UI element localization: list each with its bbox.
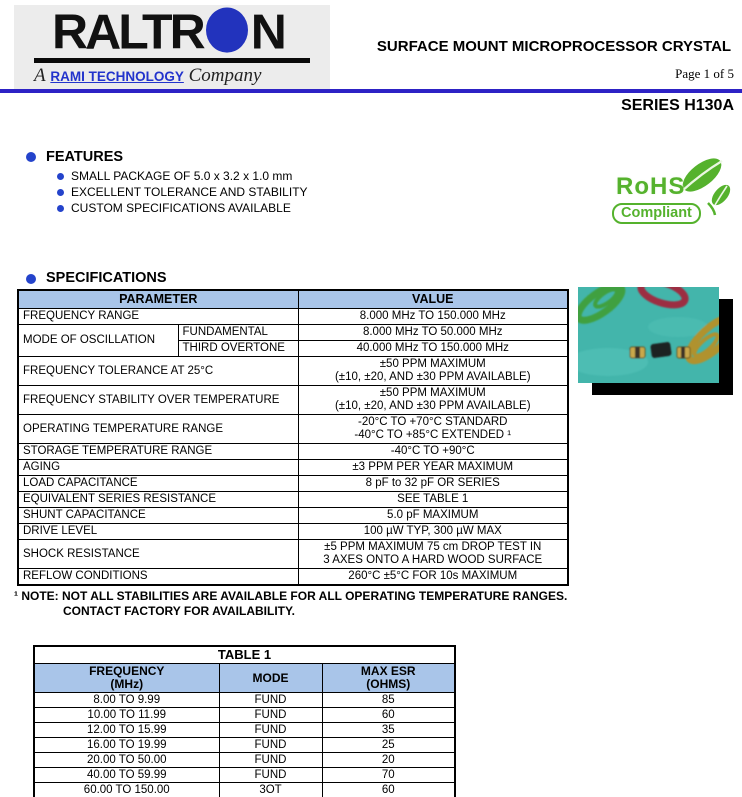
mode-cell: FUND (219, 738, 322, 753)
esr-cell: 20 (322, 753, 455, 768)
logo-o-icon (206, 7, 248, 52)
spec-value-line: ±50 PPM MAXIMUM (379, 387, 486, 399)
spec-row (18, 325, 568, 341)
footnote-line-2: CONTACT FACTORY FOR AVAILABILITY. (63, 604, 295, 618)
feature-item: CUSTOM SPECIFICATIONS AVAILABLE (71, 201, 291, 215)
spec-param: FREQUENCY TOLERANCE AT 25°C (18, 357, 298, 386)
spec-value-line: 3 AXES ONTO A HARD WOOD SURFACE (323, 554, 543, 566)
spec-row (18, 540, 568, 569)
esr-cell: 35 (322, 723, 455, 738)
table-row (34, 753, 455, 768)
freq-cell: 60.00 TO 150.00 (34, 783, 219, 797)
features-bullet-icon (26, 152, 36, 162)
spec-param: REFLOW CONDITIONS (18, 569, 298, 586)
esr-cell: 25 (322, 738, 455, 753)
feature-item: SMALL PACKAGE OF 5.0 x 3.2 x 1.0 mm (71, 169, 293, 183)
spec-row (18, 569, 568, 586)
col-header-value: VALUE (298, 290, 568, 309)
table1-header-row (34, 664, 455, 693)
spec-param: LOAD CAPACITANCE (18, 476, 298, 492)
mode-cell: FUND (219, 708, 322, 723)
series-label: SERIES H130A (621, 97, 734, 114)
col-header-mode (219, 664, 322, 693)
table-row (34, 783, 455, 797)
mode-cell: FUND (219, 723, 322, 738)
spec-param: STORAGE TEMPERATURE RANGE (18, 444, 298, 460)
spec-value-line: ±50 PPM MAXIMUM (379, 358, 486, 370)
footnote-line-1: ¹ NOTE: NOT ALL STABILITIES ARE AVAILABLE FOR ALL OPERATING TEMPERATURE RANGES. (14, 589, 568, 603)
mode-cell: FUND (219, 768, 322, 783)
spec-param: MODE OF OSCILLATION (18, 325, 178, 357)
spec-row (18, 415, 568, 444)
spec-value: ±3 PPM PER YEAR MAXIMUM (298, 460, 568, 476)
spec-row (18, 524, 568, 540)
freq-cell: 16.00 TO 19.99 (34, 738, 219, 753)
table1-title: TABLE 1 (34, 646, 455, 664)
spec-value (298, 540, 568, 569)
spec-param: SHOCK RESISTANCE (18, 540, 298, 569)
footnote (14, 589, 634, 619)
raltron-logo (14, 5, 330, 89)
spec-value: 40.000 MHz TO 150.000 MHz (298, 341, 568, 357)
table-row (34, 723, 455, 738)
table1-title-row (34, 646, 455, 664)
spec-value-line: (±10, ±20, AND ±30 PPM AVAILABLE) (334, 371, 531, 383)
col-header-line: MAX ESR (360, 664, 416, 678)
esr-cell: 60 (322, 783, 455, 797)
spec-value-line: (±10, ±20, AND ±30 PPM AVAILABLE) (334, 400, 531, 412)
logo-tagline (34, 65, 330, 87)
spec-param: SHUNT CAPACITANCE (18, 508, 298, 524)
col-header-parameter: PARAMETER (18, 290, 298, 309)
mode-cell: 3OT (219, 783, 322, 797)
spec-sub-label: FUNDAMENTAL (178, 325, 298, 341)
rohs-compliant-badge (610, 161, 728, 229)
spec-row (18, 357, 568, 386)
spec-value: 5.0 pF MAXIMUM (298, 508, 568, 524)
mode-cell: FUND (219, 693, 322, 708)
spec-param: OPERATING TEMPERATURE RANGE (18, 415, 298, 444)
rohs-compliant-text: Compliant (612, 203, 701, 224)
spec-row (18, 508, 568, 524)
page-number: Page 1 of 5 (675, 66, 734, 81)
freq-cell: 8.00 TO 9.99 (34, 693, 219, 708)
spec-value: 260°C ±5°C FOR 10s MAXIMUM (298, 569, 568, 586)
spec-header-row (18, 290, 568, 309)
bullet-icon (57, 205, 64, 212)
col-header-max-esr (322, 664, 455, 693)
col-header-line: FREQUENCY (89, 664, 165, 678)
spec-value (298, 357, 568, 386)
esr-table (33, 645, 456, 797)
esr-cell: 70 (322, 768, 455, 783)
tagline-suffix: Company (188, 65, 262, 86)
spec-value: 8 pF to 32 pF OR SERIES (298, 476, 568, 492)
col-header-line: MODE (252, 670, 289, 685)
specifications-table (17, 289, 569, 586)
spec-row (18, 309, 568, 325)
spec-value (298, 386, 568, 415)
specifications-bullet-icon (26, 274, 36, 284)
features-heading: FEATURES (46, 149, 124, 165)
spec-value: 8.000 MHz TO 150.000 MHz (298, 309, 568, 325)
spec-value: 8.000 MHz TO 50.000 MHz (298, 325, 568, 341)
bullet-icon (57, 189, 64, 196)
spec-value: 100 µW TYP, 300 µW MAX (298, 524, 568, 540)
header-divider (0, 89, 742, 93)
feature-item: EXCELLENT TOLERANCE AND STABILITY (71, 185, 308, 199)
esr-cell: 85 (322, 693, 455, 708)
table-row (34, 738, 455, 753)
table-row (34, 768, 455, 783)
spec-sub-label: THIRD OVERTONE (178, 341, 298, 357)
table-row (34, 693, 455, 708)
product-photo (578, 287, 719, 383)
spec-value (298, 415, 568, 444)
spec-param: EQUIVALENT SERIES RESISTANCE (18, 492, 298, 508)
tagline-prefix: A (34, 65, 46, 86)
freq-cell: 12.00 TO 15.99 (34, 723, 219, 738)
spec-param: DRIVE LEVEL (18, 524, 298, 540)
spec-value-line: ±5 PPM MAXIMUM 75 cm DROP TEST IN (324, 541, 542, 553)
rohs-text: RoHS (616, 173, 686, 200)
tagline-brand: RAMI TECHNOLOGY (50, 69, 184, 84)
logo-text-2: N (250, 4, 284, 60)
spec-row (18, 386, 568, 415)
spec-param: AGING (18, 460, 298, 476)
spec-value-line: -20°C TO +70°C STANDARD (358, 416, 508, 428)
col-header-line: (MHz) (110, 677, 144, 691)
spec-row (18, 460, 568, 476)
freq-cell: 40.00 TO 59.99 (34, 768, 219, 783)
spec-row (18, 476, 568, 492)
spec-param: FREQUENCY STABILITY OVER TEMPERATURE (18, 386, 298, 415)
spec-row (18, 444, 568, 460)
spec-row (18, 492, 568, 508)
bullet-icon (57, 173, 64, 180)
spec-value: -40°C TO +90°C (298, 444, 568, 460)
col-header-frequency (34, 664, 219, 693)
logo-text-1: RALTR (52, 4, 203, 60)
spec-param: FREQUENCY RANGE (18, 309, 298, 325)
spec-value: SEE TABLE 1 (298, 492, 568, 508)
freq-cell: 10.00 TO 11.99 (34, 708, 219, 723)
specifications-heading: SPECIFICATIONS (46, 270, 167, 286)
logo-wordmark (14, 6, 330, 58)
freq-cell: 20.00 TO 50.00 (34, 753, 219, 768)
spec-value-line: -40°C TO +85°C EXTENDED ¹ (354, 429, 512, 441)
table-row (34, 708, 455, 723)
esr-cell: 60 (322, 708, 455, 723)
document-title: SURFACE MOUNT MICROPROCESSOR CRYSTAL (376, 38, 732, 55)
col-header-line: (OHMS) (366, 677, 411, 691)
mode-cell: FUND (219, 753, 322, 768)
